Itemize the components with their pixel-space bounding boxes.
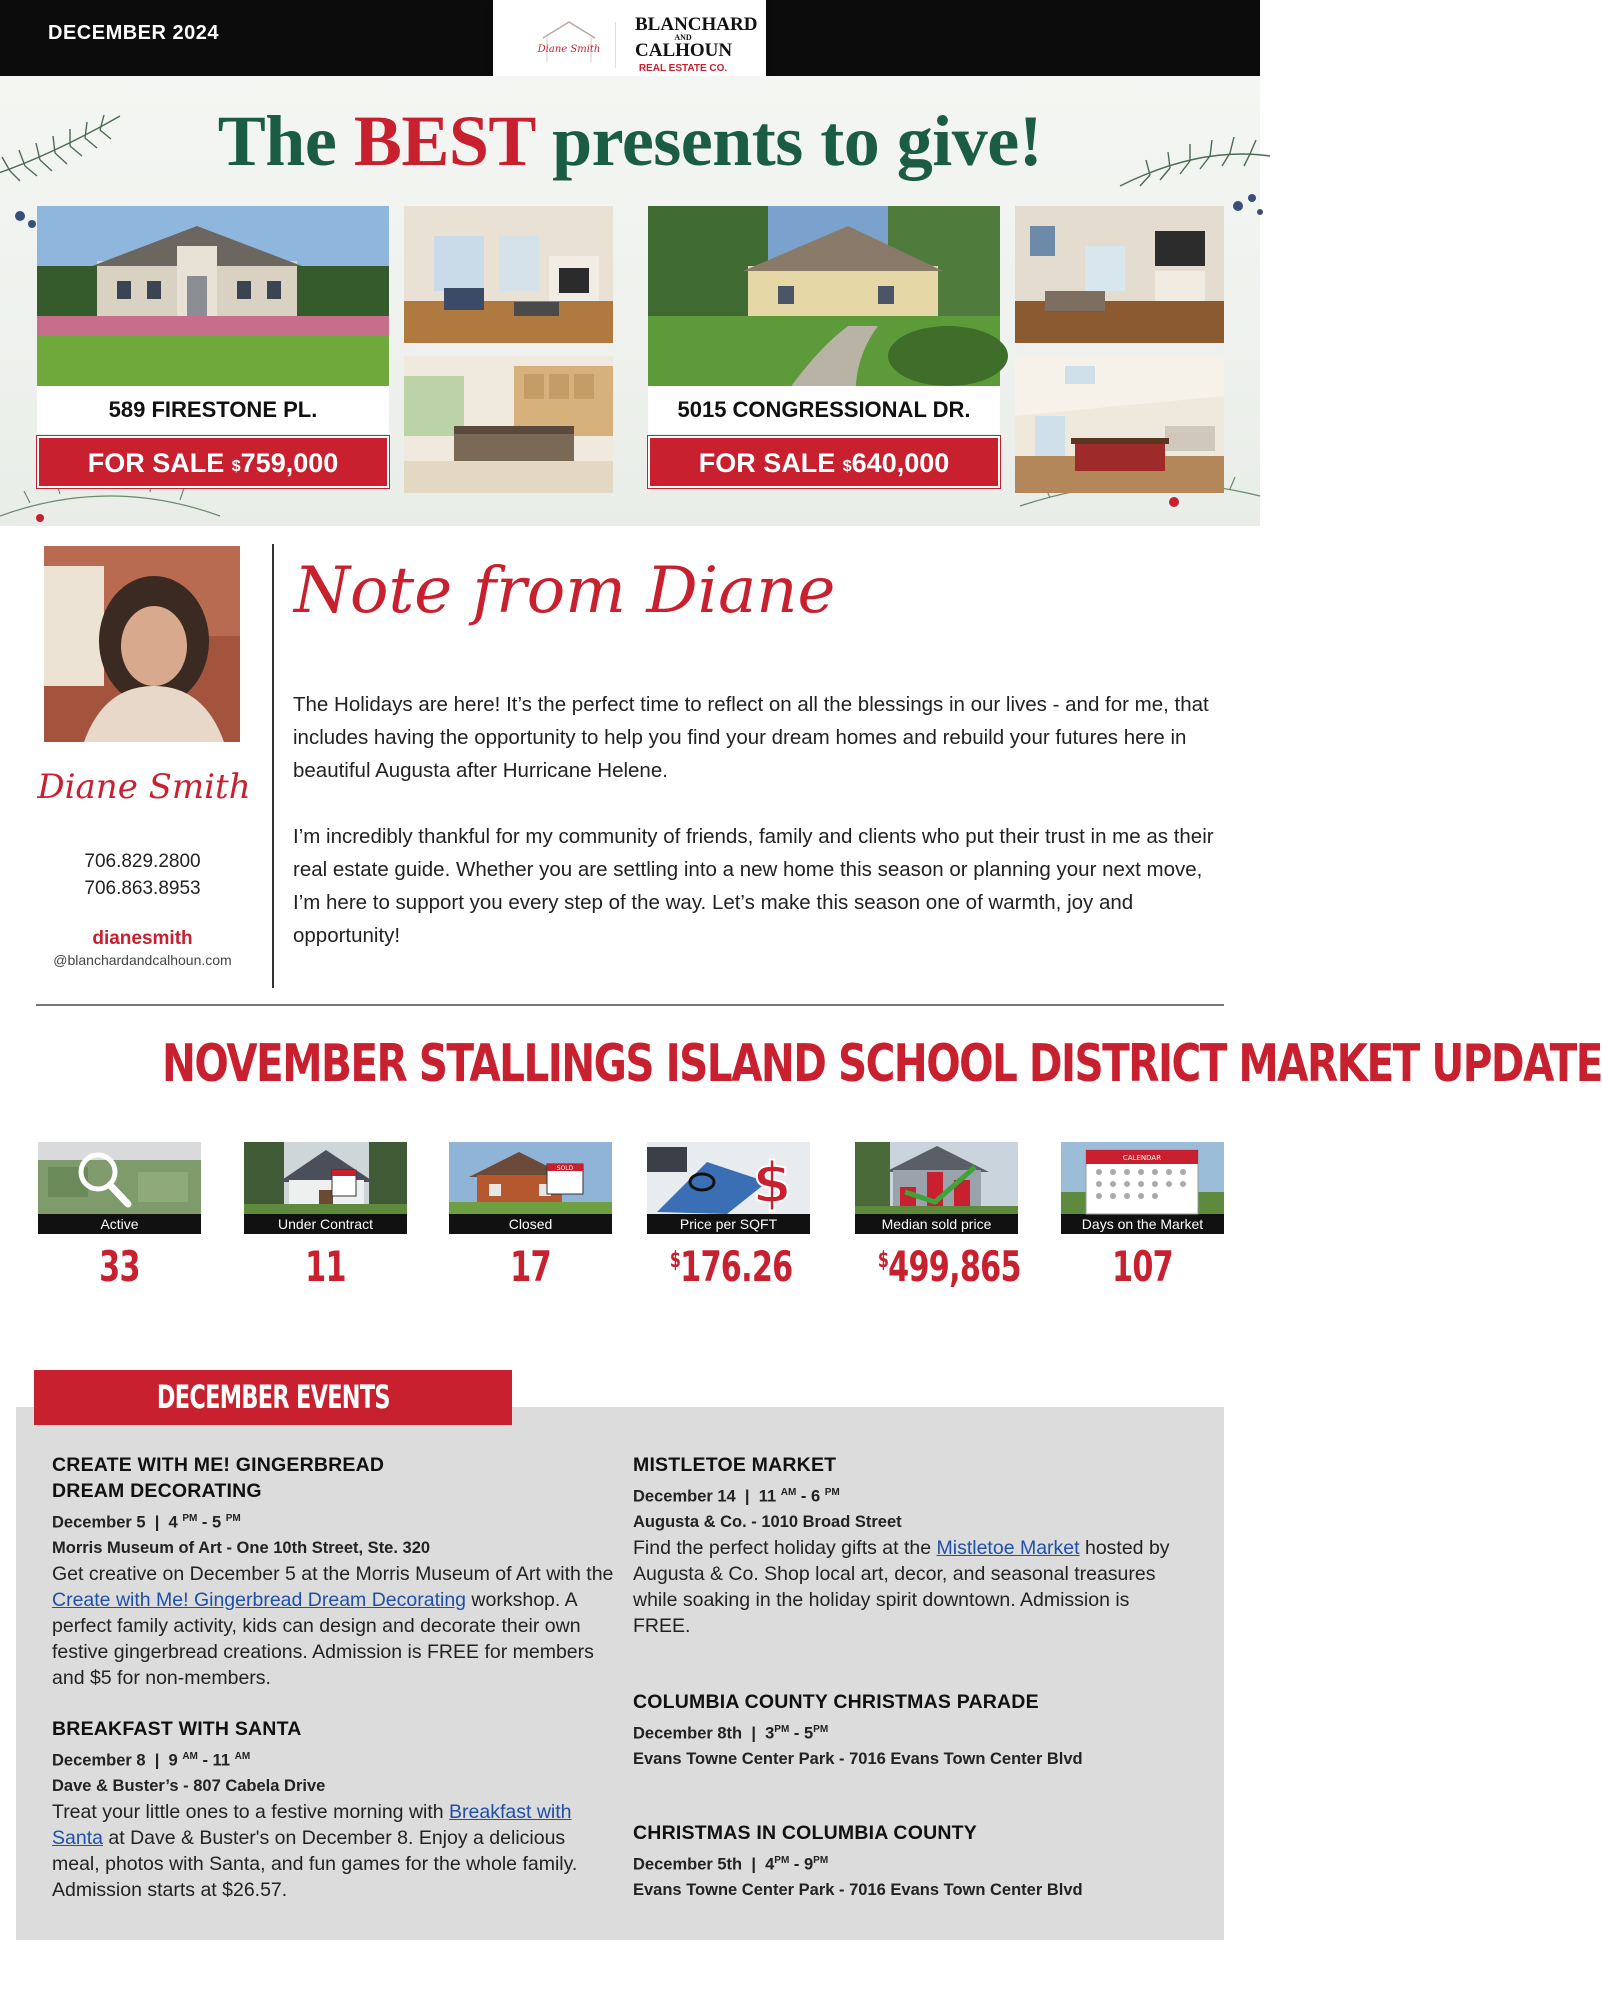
hero-title [0,100,1260,183]
listing-2-address: 5015 CONGRESSIONAL DR. [648,386,1000,434]
svg-text:$: $ [752,1151,792,1216]
stat-under-contract-value: 11 [305,1242,346,1291]
agent-house-logo [535,16,603,70]
event-gingerbread-venue: Morris Museum of Art - One 10th Street, Ste. 320 [52,1538,431,1557]
agent-phones [30,848,255,902]
event-mistletoe-market-description: Find the perfect holiday gifts at the Mistletoe Market hosted by Augusta & Co. Shop local art, decor, and seasonal treasures while soaking in the holiday spirit downtown. Admission is FREE. [633,1536,1170,1637]
brokerage-and: AND [674,33,692,42]
listing-2-game-room-photo[interactable] [1015,356,1224,493]
brokerage-logo [635,14,758,76]
note-title [290,532,836,642]
svg-text:SOLD: SOLD [556,1165,574,1172]
stat-median-sold-price [855,1142,1021,1291]
hero-title-best: BEST [353,101,535,181]
market-update-title: NOVEMBER STALLINGS ISLAND SCHOOL DISTRICT MARKET UPDATE [162,1034,1602,1094]
stat-price-per-sqft-label: Price per SQFT [647,1214,810,1234]
svg-text:CALENDAR: CALENDAR [1122,1154,1162,1162]
stat-price-per-sqft-value: $176.26 [669,1242,793,1291]
event-mistletoe-market-link[interactable]: Mistletoe Market [936,1536,1080,1559]
stat-under-contract-image [244,1142,407,1214]
svg-text:Diane Smith: Diane Smith [37,767,251,807]
event-mistletoe-market-datetime: December 14 | 11 $^{AM}$ - 6 $^{PM}$ [633,1487,840,1506]
note-paragraph-1: The Holidays are here! It’s the perfect time to reflect on all the blessings in our lives - and for me, that includes having the opportunity to help you find your dream homes and rebuild your futures here in beautiful Augusta after Hurricane Helene. [293,693,1209,782]
event-christmas-parade [633,1689,1193,1772]
section-divider [36,1004,1224,1006]
agent-signature [37,752,251,822]
event-breakfast-santa-link[interactable]: Breakfast with Santa [52,1800,572,1849]
stat-active-value: 33 [99,1242,140,1291]
logo-divider [615,22,616,68]
agent-phone-1[interactable]: 706.829.2800 [84,851,201,872]
event-christmas-parade-title: COLUMBIA COUNTY CHRISTMAS PARADE [633,1691,1039,1713]
event-christmas-parade-datetime: December 8th | $3^{PM} - 5^{PM}$ [633,1724,829,1743]
stat-under-contract [244,1142,407,1291]
event-breakfast-santa-datetime: December 8 | 9 $^{AM}$ - 11 $^{AM}$ [52,1751,251,1770]
listing-1-kitchen-photo[interactable] [404,356,613,493]
event-gingerbread [52,1452,617,1691]
stat-closed [449,1142,612,1291]
event-gingerbread-link[interactable]: Create with Me! Gingerbread Dream Decorating [52,1588,467,1611]
brokerage-line2: CALHOUN [635,40,733,61]
listing-1-currency: $ [231,458,241,475]
stat-days-on-market [1061,1142,1224,1291]
events-heading-tab [34,1370,512,1425]
hero-title-pre: The [217,101,354,181]
listing-2-currency: $ [842,458,852,475]
event-christmas-columbia-title: CHRISTMAS IN COLUMBIA COUNTY [633,1822,977,1844]
note-body [293,688,1223,985]
hero-section [0,76,1260,526]
note-paragraph-2: I’m incredibly thankful for my community of friends, family and clients who put their trust in me as their real estate guide. Whether you are settling into a new home this season or planning your next move, I’m here to support you every step of the way. Let’s make this season one of warmth, joy and opportunity! [293,825,1214,947]
listing-1-living-room-photo[interactable] [404,206,613,343]
listing-2-price: 640,000 [851,448,950,478]
stat-days-on-market-label: Days on the Market [1061,1214,1224,1234]
event-mistletoe-market-title: MISTLETOE MARKET [633,1454,837,1476]
event-breakfast-santa-venue: Dave & Buster’s - 807 Cabela Drive [52,1776,326,1795]
stat-median-sold-price-label: Median sold price [855,1214,1018,1234]
listing-1-status: FOR SALE [87,448,232,478]
stat-closed-value: 17 [510,1242,551,1291]
event-gingerbread-title: CREATE WITH ME! GINGERBREAD DREAM DECORATING [52,1454,385,1502]
stat-days-on-market-value: 107 [1112,1242,1173,1291]
issue-date: DECEMBER 2024 [48,22,220,44]
listing-1-address: 589 FIRESTONE PL. [37,386,389,434]
event-christmas-columbia-venue: Evans Towne Center Park - 7016 Evans Town Center Blvd [633,1880,1083,1899]
stat-closed-image [449,1142,612,1214]
agent-phone-2[interactable]: 706.863.8953 [84,878,201,899]
agent-email-domain: @blanchardandcalhoun.com [53,952,232,968]
event-christmas-columbia-datetime: December 5th | $4^{PM} - 9^{PM}$ [633,1855,829,1874]
listing-2-price-banner[interactable] [648,436,1000,488]
event-gingerbread-datetime: December 5 | 4 $^{PM}$ - 5 $^{PM}$ [52,1513,241,1532]
listing-2-status: FOR SALE [698,448,843,478]
agent-email[interactable] [30,928,255,968]
svg-text:Note from Diane: Note from Diane [294,554,836,628]
event-mistletoe-market-venue: Augusta & Co. - 1010 Broad Street [633,1512,902,1531]
vertical-divider [272,544,274,988]
hero-title-post: presents to give! [534,101,1043,181]
agent-portrait[interactable] [44,546,240,742]
stat-median-sold-price-value: $499,865 [877,1242,1021,1291]
stat-under-contract-label: Under Contract [244,1214,407,1234]
agent-email-user: dianesmith [92,928,193,949]
event-breakfast-santa-title: BREAKFAST WITH SANTA [52,1718,302,1740]
brokerage-line1: BLANCHARD [635,14,758,35]
stat-median-sold-price-image [855,1142,1018,1214]
stat-price-per-sqft-image [647,1142,810,1214]
listing-1-price-banner[interactable] [37,436,389,488]
event-mistletoe-market [633,1452,1178,1639]
events-heading: DECEMBER EVENTS [156,1378,390,1416]
event-christmas-columbia [633,1820,1193,1903]
stat-active [38,1142,201,1291]
listing-2-living-room-photo[interactable] [1015,206,1224,343]
stat-active-label: Active [38,1214,201,1234]
svg-text:Diane Smith: Diane Smith [537,44,601,55]
stat-closed-label: Closed [449,1214,612,1234]
event-christmas-parade-venue: Evans Towne Center Park - 7016 Evans Town Center Blvd [633,1749,1083,1768]
event-gingerbread-description: Get creative on December 5 at the Morris Museum of Art with the Create with Me! Gingerbread Dream Decorating workshop. A perfect family activity, kids can design and decorate their own festive gingerbread creations. Admission is FREE for members and $5 for non-members. [52,1562,614,1689]
stat-price-per-sqft [647,1142,810,1291]
listing-1-price: 759,000 [240,448,339,478]
stat-days-on-market-image [1061,1142,1224,1214]
event-breakfast-santa-description: Treat your little ones to a festive morning with Breakfast with Santa at Dave & Buster's on December 8. Enjoy a delicious meal, photos with Santa, and fun games for the whole family. Admission starts at $26.57. [52,1800,578,1901]
event-breakfast-santa [52,1716,617,1903]
brokerage-tag: REAL ESTATE CO. [638,63,728,74]
stat-active-image [38,1142,201,1214]
